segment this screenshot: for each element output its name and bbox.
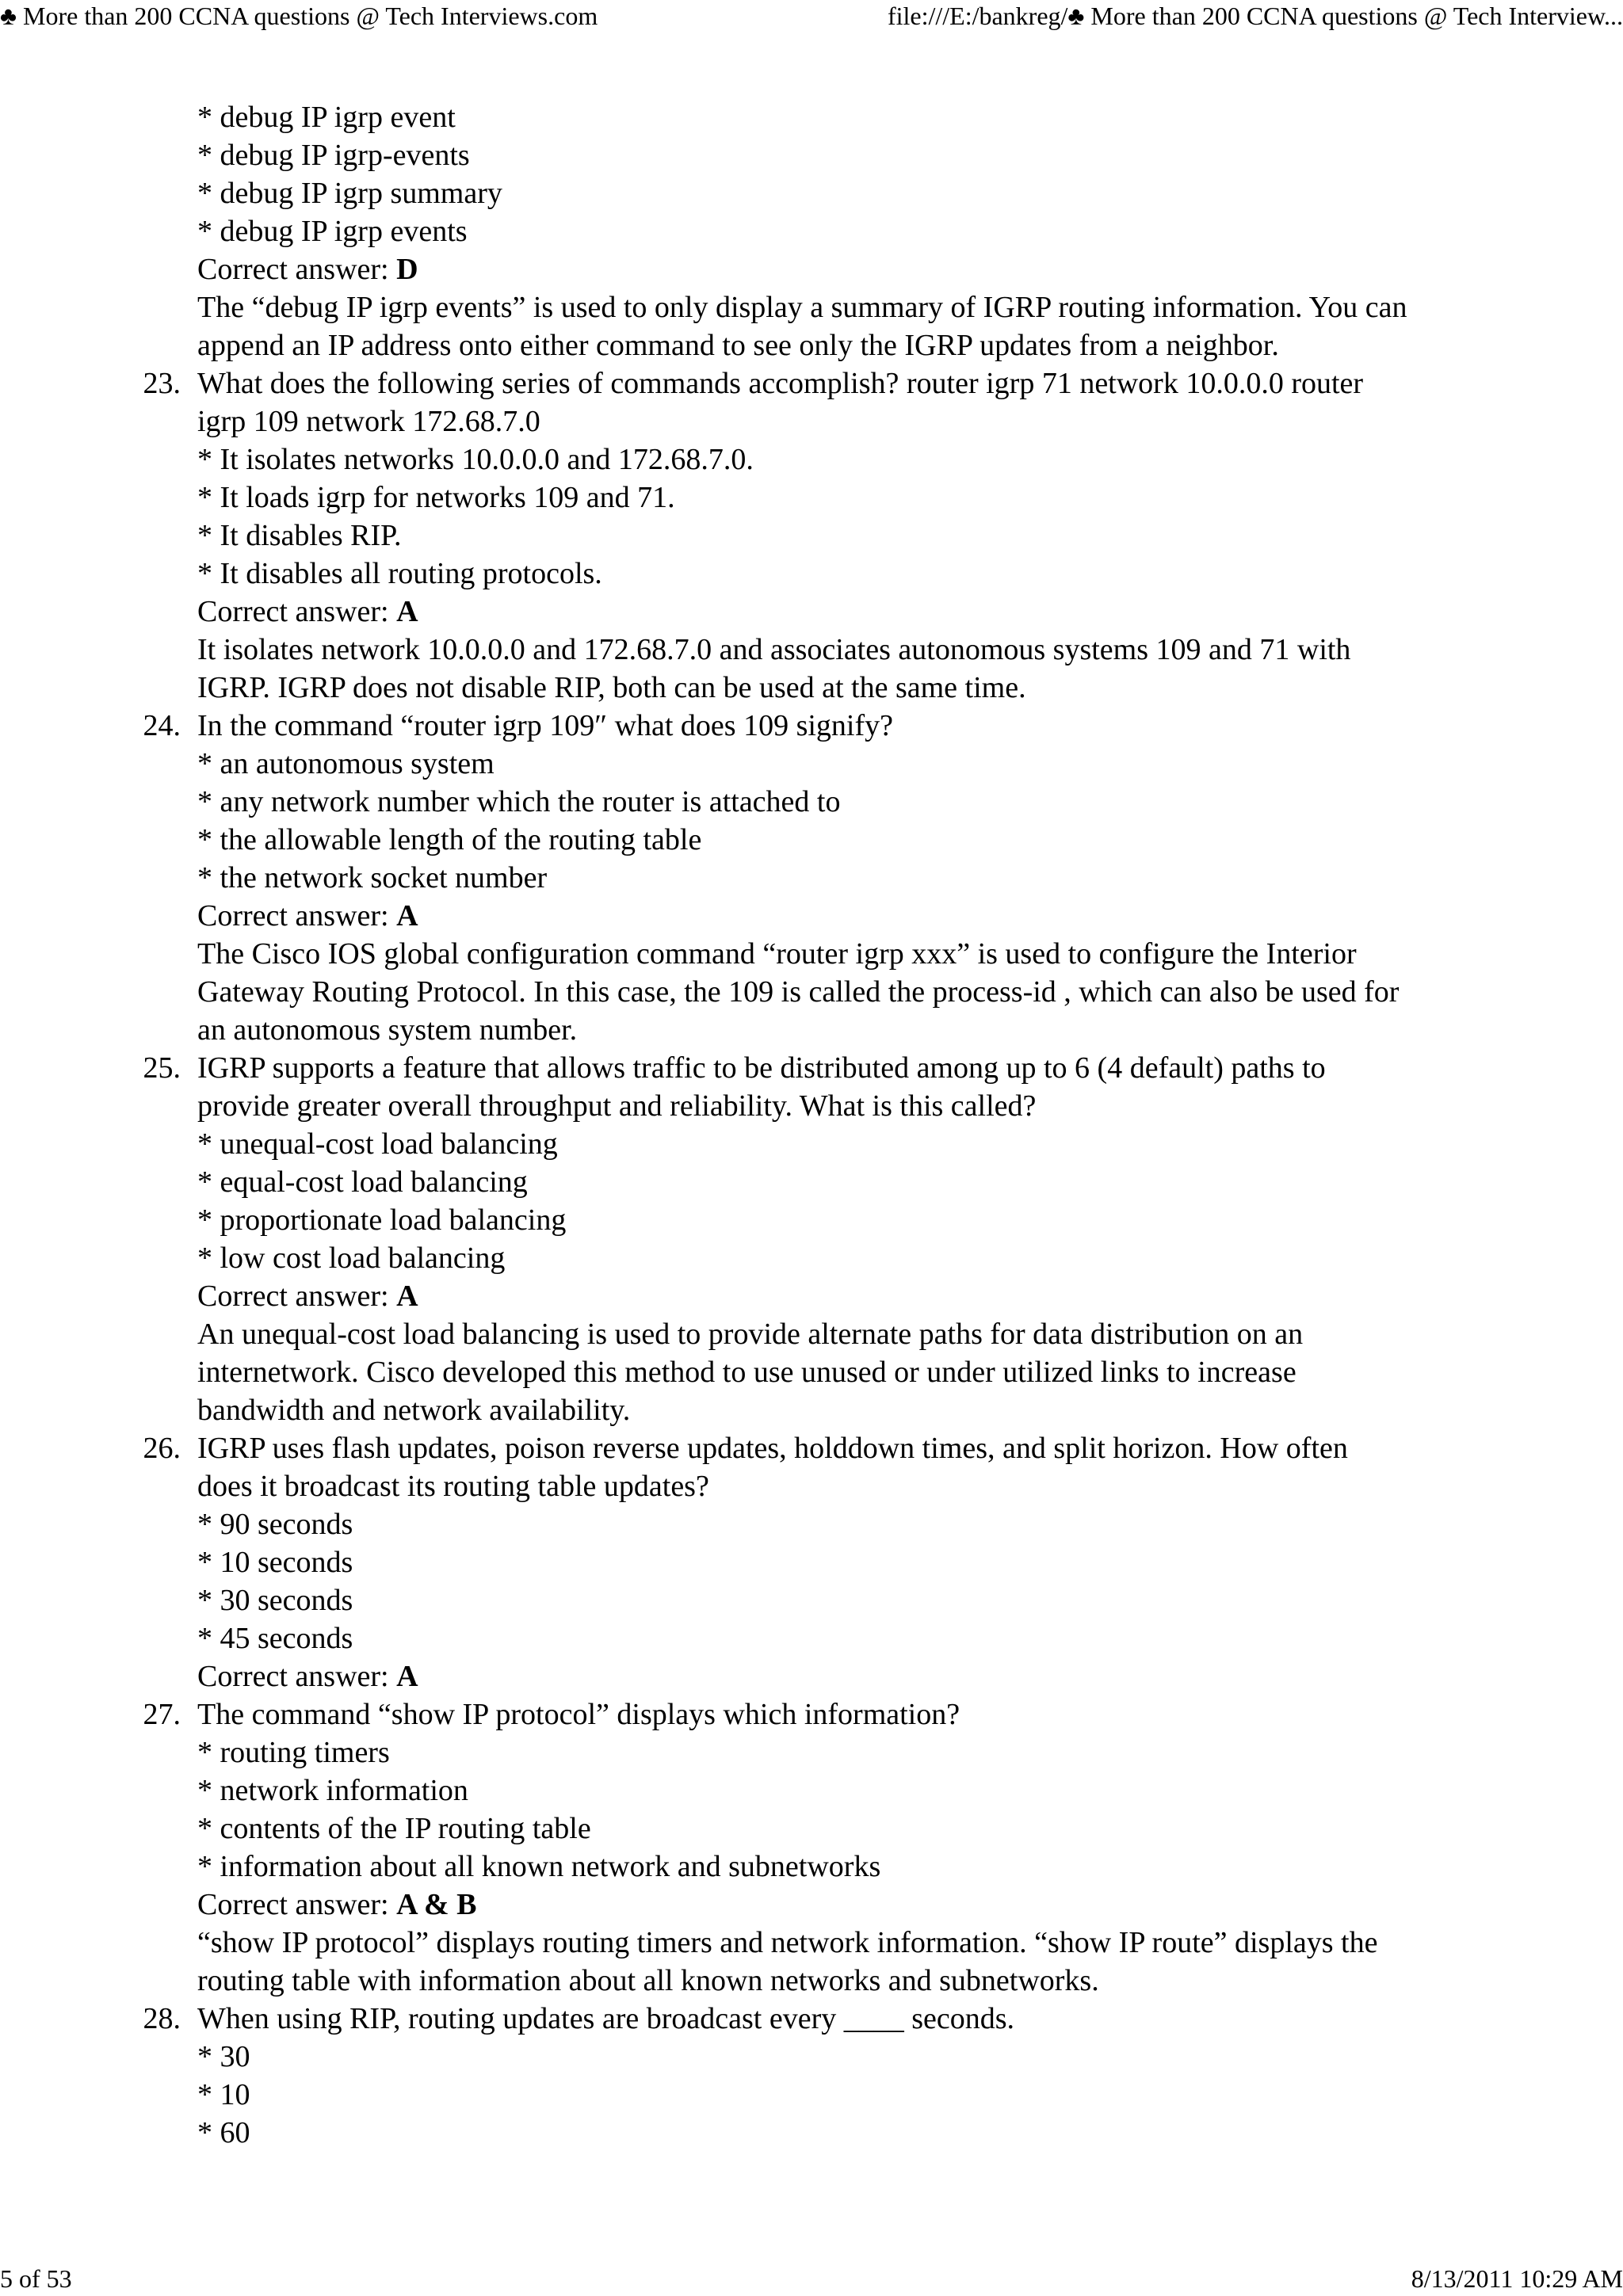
question-text: When using RIP, routing updates are broadcast every ____ seconds. — [197, 2002, 1015, 2035]
question-text: IGRP supports a feature that allows traffic to be distributed among up to 6 (4 default) paths to — [197, 1051, 1326, 1085]
question-number: 24. — [143, 709, 181, 742]
answer-option: * debug IP igrp summary — [197, 177, 502, 210]
explanation-line: Gateway Routing Protocol. In this case, the 109 is called the process-id , which can also be used for — [197, 975, 1400, 1009]
answer-value: A — [396, 1660, 418, 1693]
answer-option: * contents of the IP routing table — [197, 1812, 591, 1845]
answer-option: * an autonomous system — [197, 747, 495, 780]
question-text: What does the following series of commands accomplish? router igrp 71 network 10.0.0.0 router — [197, 367, 1364, 400]
question-number: 23. — [143, 367, 181, 400]
question-text-line — [0, 1429, 1623, 1467]
question-text-line — [0, 1049, 1623, 1087]
answer-value: A & B — [396, 1888, 477, 1921]
answer-option: * 10 seconds — [197, 1546, 353, 1579]
question-item — [0, 1049, 1623, 1429]
answer-option: * unequal-cost load balancing — [197, 1127, 558, 1161]
answer-option: * It disables RIP. — [197, 519, 402, 552]
correct-answer — [0, 897, 1623, 935]
question-item — [0, 1429, 1623, 1695]
answer-option: * low cost load balancing — [197, 1241, 506, 1275]
answer-option: * It loads igrp for networks 109 and 71. — [197, 481, 675, 514]
question-text-line — [0, 2000, 1623, 2038]
explanation-line: an autonomous system number. — [197, 1013, 578, 1047]
answer-label: Correct answer: — [197, 253, 397, 286]
question-text-line — [0, 707, 1623, 745]
page-number: 5 of 53 — [0, 2264, 72, 2293]
answer-value: A — [396, 595, 418, 628]
answer-label: Correct answer: — [197, 595, 397, 628]
question-text: provide greater overall throughput and reliability. What is this called? — [197, 1089, 1037, 1123]
question-item — [0, 364, 1623, 707]
correct-answer — [0, 593, 1623, 631]
question-number: 28. — [143, 2002, 181, 2035]
answer-option: * proportionate load balancing — [197, 1203, 567, 1237]
answer-option: * debug IP igrp event — [197, 101, 456, 134]
answer-option: * debug IP igrp-events — [197, 139, 470, 172]
answer-label: Correct answer: — [197, 899, 397, 933]
answer-option: * routing timers — [197, 1736, 390, 1769]
question-number: 25. — [143, 1051, 181, 1085]
answer-option: * It disables all routing protocols. — [197, 557, 602, 590]
answer-option: * network information — [197, 1774, 468, 1807]
answer-label: Correct answer: — [197, 1280, 397, 1313]
answer-option: * 30 — [197, 2040, 250, 2073]
question-text: In the command “router igrp 109″ what does 109 signify? — [197, 709, 894, 742]
question-item — [0, 2000, 1623, 2152]
question-number: 27. — [143, 1698, 181, 1731]
document-body — [0, 98, 1623, 2152]
correct-answer — [0, 250, 1623, 288]
answer-value: D — [396, 253, 418, 286]
explanation-line: It isolates network 10.0.0.0 and 172.68.7.0 and associates autonomous systems 109 and 71 with — [197, 633, 1351, 666]
explanation-line: bandwidth and network availability. — [197, 1394, 631, 1427]
explanation-line: routing table with information about all known networks and subnetworks. — [197, 1964, 1099, 1997]
answer-option: * equal-cost load balancing — [197, 1165, 528, 1199]
explanation-line: An unequal-cost load balancing is used to provide alternate paths for data distribution on an — [197, 1318, 1304, 1351]
question-number: 26. — [143, 1432, 181, 1465]
answer-label: Correct answer: — [197, 1660, 397, 1693]
browser-print-header-url: file:///E:/bankreg/♣ More than 200 CCNA questions @ Tech Interview... — [887, 2, 1623, 30]
answer-option: * 10 — [197, 2078, 250, 2111]
answer-option: * information about all known network and subnetworks — [197, 1850, 881, 1883]
question-item — [0, 1695, 1623, 2000]
answer-value: A — [396, 1280, 418, 1313]
question-text-line — [0, 402, 1623, 441]
question-text: igrp 109 network 172.68.7.0 — [197, 405, 540, 438]
explanation-line: “show IP protocol” displays routing timers and network information. “show IP route” displays the — [197, 1926, 1378, 1959]
explanation-line: The “debug IP igrp events” is used to only display a summary of IGRP routing information. You can — [197, 291, 1407, 324]
explanation-line: The Cisco IOS global configuration command “router igrp xxx” is used to configure the Interior — [197, 937, 1357, 971]
question-text-line — [0, 1695, 1623, 1733]
answer-option: * the allowable length of the routing table — [197, 823, 702, 856]
explanation-line: IGRP. IGRP does not disable RIP, both can be used at the same time. — [197, 671, 1026, 704]
question-22-continued — [0, 98, 1623, 364]
question-text-line — [0, 1467, 1623, 1505]
correct-answer — [0, 1277, 1623, 1315]
answer-value: A — [396, 899, 418, 933]
answer-option: * 60 — [197, 2116, 250, 2149]
question-text: The command “show IP protocol” displays which information? — [197, 1698, 960, 1731]
answer-option: * 30 seconds — [197, 1584, 353, 1617]
answer-option: * any network number which the router is attached to — [197, 785, 841, 818]
answer-label: Correct answer: — [197, 1888, 397, 1921]
correct-answer — [0, 1886, 1623, 1924]
answer-option: * the network socket number — [197, 861, 548, 894]
explanation-line: internetwork. Cisco developed this method to use unused or under utilized links to increase — [197, 1356, 1296, 1389]
answer-option: * It isolates networks 10.0.0.0 and 172.68.7.0. — [197, 443, 754, 476]
correct-answer — [0, 1657, 1623, 1695]
question-text: does it broadcast its routing table updates? — [197, 1470, 709, 1503]
question-text-line — [0, 364, 1623, 402]
question-text: IGRP uses flash updates, poison reverse updates, holddown times, and split horizon. How often — [197, 1432, 1348, 1465]
question-text-line — [0, 1087, 1623, 1125]
question-item — [0, 707, 1623, 1049]
browser-print-header-title: ♣ More than 200 CCNA questions @ Tech Interviews.com — [0, 2, 598, 30]
print-datetime: 8/13/2011 10:29 AM — [1411, 2264, 1623, 2293]
answer-option: * debug IP igrp events — [197, 215, 468, 248]
answer-option: * 45 seconds — [197, 1622, 353, 1655]
explanation-line: append an IP address onto either command to see only the IGRP updates from a neighbor. — [197, 329, 1279, 362]
answer-option: * 90 seconds — [197, 1508, 353, 1541]
